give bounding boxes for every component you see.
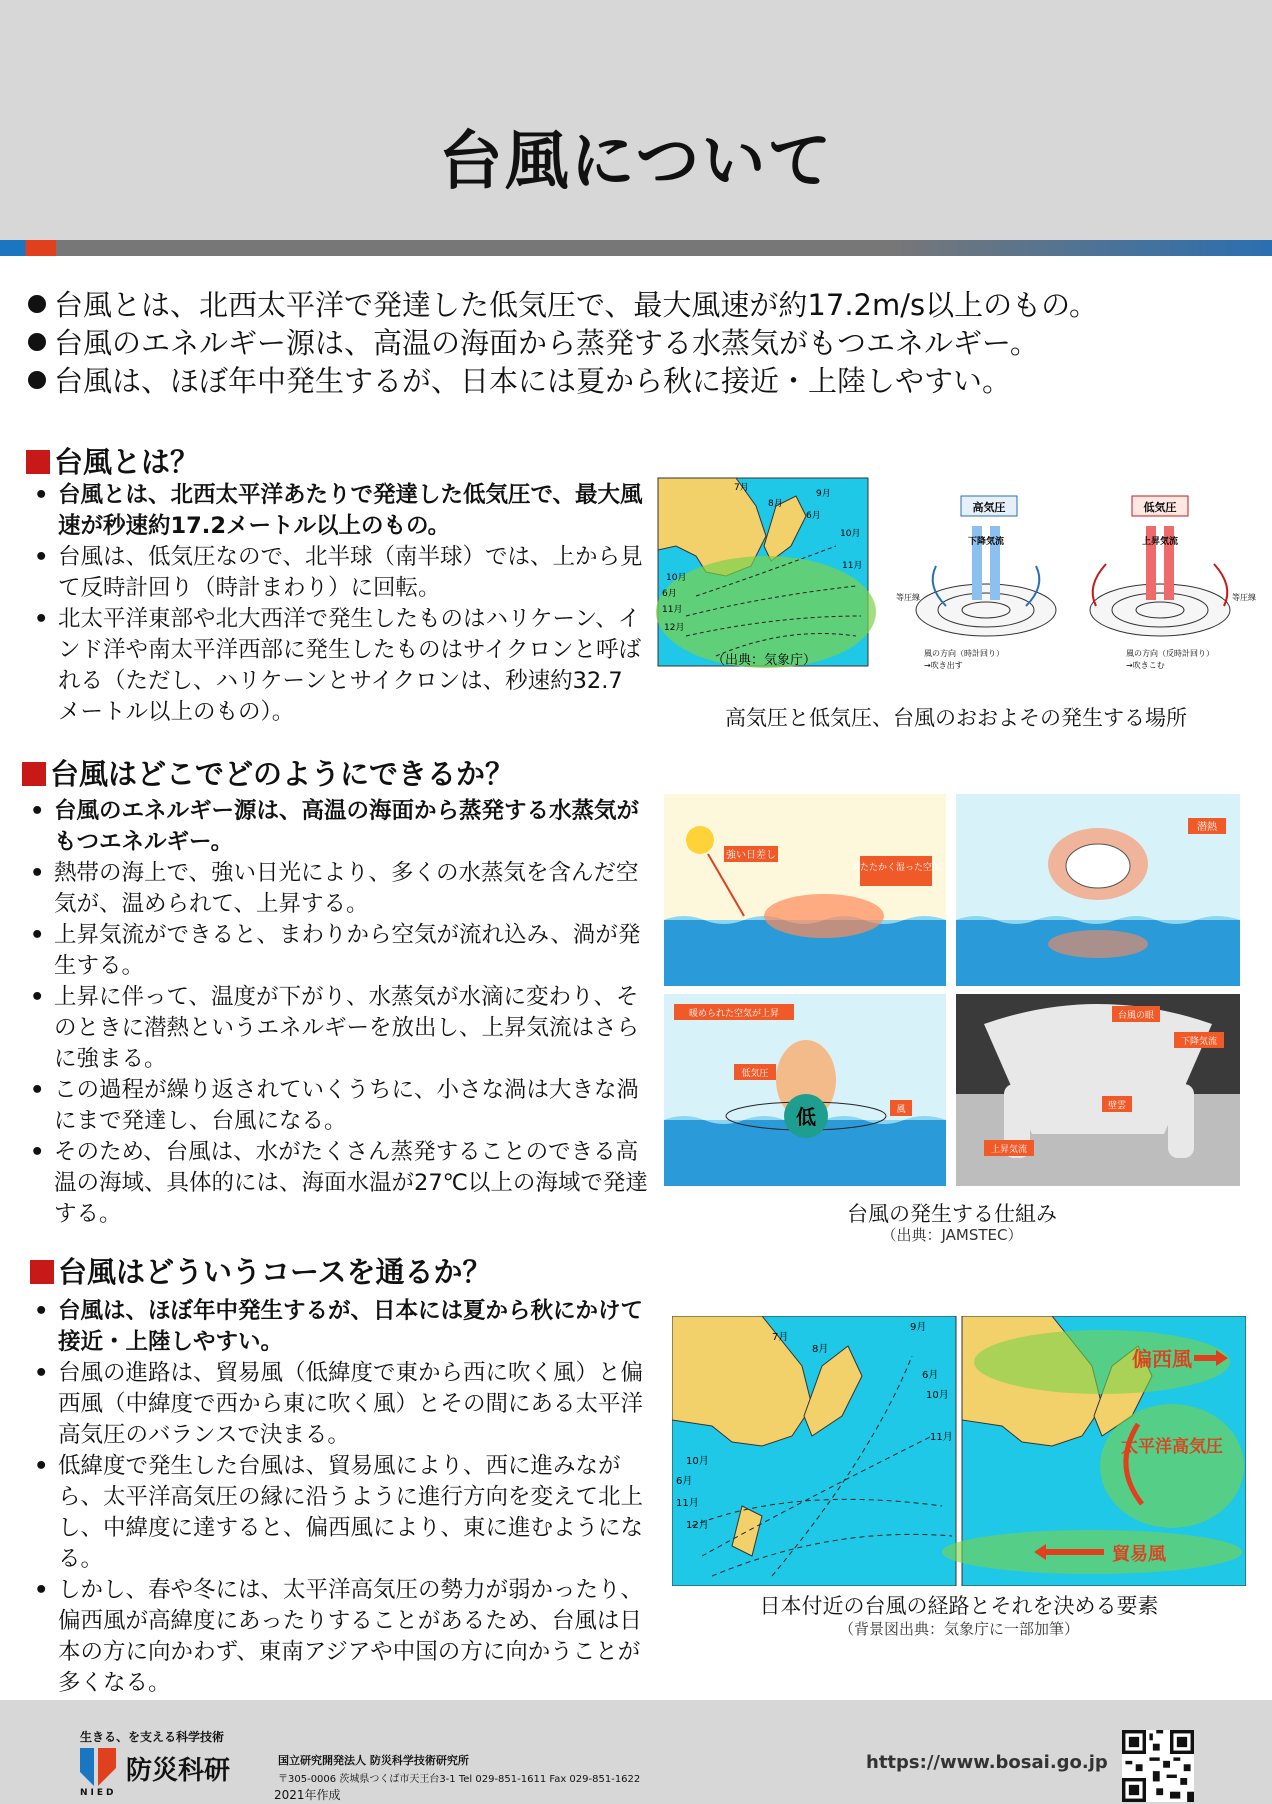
footer-name: 防災科研 bbox=[126, 1756, 231, 1786]
month-label: 10月 bbox=[926, 1390, 949, 1401]
list-item: • 台風のエネルギー源は、高温の海面から蒸発する水蒸気がもつエネルギー。 bbox=[24, 796, 656, 858]
bullet-dot bbox=[28, 295, 46, 313]
up-flow-label: 上昇気流 bbox=[1141, 537, 1179, 547]
summary-item: 台風とは、北西太平洋で発達した低気圧で、最大風速が約17.2m/s以上のもの。 bbox=[28, 286, 1248, 324]
figure-caption: 台風の発生する仕組み bbox=[847, 1202, 1057, 1226]
figure-caption: 高気圧と低気圧、台風のおおよその発生する場所 bbox=[725, 706, 1187, 730]
bullet-dot bbox=[28, 333, 46, 351]
month-label: 9月 bbox=[910, 1322, 927, 1333]
footer-address: 〒305-0006 茨城県つくば市天王台3-1 Tel 029-851-1611 Fax 029-851-1622 bbox=[278, 1774, 641, 1785]
month-label: 6月 bbox=[662, 589, 677, 599]
low-center-label: 低 bbox=[796, 1105, 816, 1129]
section-heading-what: 台風とは？ bbox=[26, 440, 199, 481]
wind-direction-label: 風の方向（反時計回り） bbox=[1126, 649, 1214, 658]
month-label: 10月 bbox=[686, 1456, 709, 1467]
isobar-label: 等圧線 bbox=[896, 593, 920, 602]
section1-bullets bbox=[28, 480, 644, 728]
figure-caption: 日本付近の台風の経路とそれを決める要素 bbox=[759, 1594, 1159, 1618]
list-item: • 熱帯の海上で、強い日光により、多くの水蒸気を含んだ空気が、温められて、上昇する。 bbox=[24, 858, 656, 920]
red-square-icon bbox=[22, 762, 46, 786]
wind-direction-label: →吹きこむ bbox=[1126, 661, 1165, 670]
typhoon-course-figure bbox=[672, 1316, 1246, 1586]
footer-tagline: 生きる、を支える科学技術 bbox=[80, 1730, 225, 1744]
pacific-high-label: 太平洋高気圧 bbox=[1121, 1437, 1223, 1457]
wind-direction-label: 風の方向（時計回り） bbox=[924, 649, 1004, 658]
month-label: 8月 bbox=[812, 1344, 829, 1355]
bullet-dot bbox=[28, 371, 46, 389]
panel-label: 潜熱 bbox=[1197, 822, 1217, 833]
list-item: • 上昇気流ができると、まわりから空気が流れ込み、渦が発生する。 bbox=[24, 920, 656, 982]
month-label: 10月 bbox=[840, 529, 861, 539]
wind-direction-label: →吹き出す bbox=[924, 661, 963, 670]
summary-item: 台風は、ほぼ年中発生するが、日本には夏から秋に接近・上陸しやすい。 bbox=[28, 362, 1248, 400]
panel-label: 下降気流 bbox=[1180, 1037, 1218, 1047]
panel-label: 低気圧 bbox=[741, 1069, 769, 1079]
isobar-label: 等圧線 bbox=[1232, 593, 1256, 602]
section3-bullets bbox=[28, 1296, 656, 1699]
red-square-icon bbox=[30, 1260, 54, 1284]
section-heading-course: 台風はどういうコースを通るか？ bbox=[30, 1250, 492, 1291]
panel-label: 上昇気流 bbox=[990, 1145, 1028, 1155]
footer-org: 国立研究開発法人 防災科学技術研究所 bbox=[278, 1754, 469, 1767]
header-color-bar bbox=[0, 240, 1272, 256]
footer-year: 2021年作成 bbox=[274, 1788, 341, 1802]
month-label: 6月 bbox=[922, 1370, 939, 1381]
list-item: • しかし、春や冬には、太平洋高気圧の勢力が弱かったり、偏西風が高緯度にあったりすることがあるため、台風は日本の方に向かわず、東南アジアや中国の方に向かうことが多くなる。 bbox=[28, 1575, 656, 1699]
page-title: 台風について bbox=[438, 125, 834, 199]
footer-nied: NIED bbox=[80, 1788, 117, 1798]
list-item: • 低緯度で発生した台風は、貿易風により、西に進みながら、太平洋高気圧の縁に沿うように進行方向を変えて北上し、中緯度に達すると、偏西風により、東に進むようになる。 bbox=[28, 1451, 656, 1575]
section2-bullets bbox=[24, 796, 656, 1230]
month-label: 7月 bbox=[734, 483, 749, 493]
list-item: • そのため、台風は、水がたくさん蒸発することのできる高温の海域、具体的には、海面水温が27℃以上の海域で発達する。 bbox=[24, 1137, 656, 1230]
month-label: 11月 bbox=[930, 1432, 953, 1443]
red-square-icon bbox=[26, 450, 50, 474]
list-item: • 台風は、低気圧なので、北半球（南半球）では、上から見て反時計回り（時計まわり）に回転。 bbox=[28, 542, 644, 604]
list-item: • 台風は、ほぼ年中発生するが、日本には夏から秋にかけて接近・上陸しやすい。 bbox=[28, 1296, 656, 1358]
high-pressure-label: 高気圧 bbox=[972, 501, 1006, 514]
list-item: • 台風の進路は、貿易風（低緯度で東から西に吹く風）と偏西風（中緯度で西から東に吹く風）とその間にある太平洋高気圧のバランスで決まる。 bbox=[28, 1358, 656, 1451]
month-label: 10月 bbox=[666, 573, 687, 583]
month-label: 11月 bbox=[842, 561, 863, 571]
list-item: • 上昇に伴って、温度が下がり、水蒸気が水滴に変わり、そのときに潜熱というエネルギーを放出し、上昇気流はさらに強まる。 bbox=[24, 982, 656, 1075]
footer-url[interactable]: https://www.bosai.go.jp bbox=[866, 1752, 1108, 1773]
down-flow-label: 下降気流 bbox=[967, 537, 1005, 547]
list-item: • この過程が繰り返されていくうちに、小さな渦は大きな渦にまで発達し、台風になる。 bbox=[24, 1075, 656, 1137]
list-item: • 北太平洋東部や北大西洋で発生したものはハリケーン、インド洋や南太平洋西部に発生したものはサイクロンと呼ばれる（ただし、ハリケーンとサイクロンは、秒速約32.7メートル以上のもの）。 bbox=[28, 604, 644, 728]
list-item: • 台風とは、北西太平洋あたりで発達した低気圧で、最大風速が秒速約17.2メートル以上のもの。 bbox=[28, 480, 644, 542]
panel-label: 暖められた空気が上昇 bbox=[688, 1009, 780, 1019]
month-label: 6月 bbox=[676, 1476, 693, 1487]
westerly-label: 偏西風 bbox=[1132, 1347, 1192, 1371]
figure-source: （出典：気象庁） bbox=[712, 653, 817, 668]
figure-source: （出典：JAMSTEC） bbox=[881, 1226, 1023, 1244]
month-label: 8月 bbox=[768, 499, 783, 509]
trade-wind-label: 貿易風 bbox=[1112, 1544, 1166, 1565]
month-label: 11月 bbox=[676, 1498, 699, 1509]
month-label: 12月 bbox=[686, 1520, 709, 1531]
low-pressure-label: 低気圧 bbox=[1143, 501, 1177, 514]
summary-list bbox=[28, 286, 1248, 400]
panel-label: 強い日差し bbox=[726, 850, 776, 861]
section-heading-how: 台風はどこでどのようにできるか？ bbox=[22, 752, 514, 793]
qr-code-icon bbox=[1122, 1730, 1194, 1802]
typhoon-mechanism-figure bbox=[664, 794, 1240, 1186]
panel-label: 風 bbox=[896, 1105, 906, 1115]
month-label: 6月 bbox=[806, 511, 821, 521]
panel-label: 台風の眼 bbox=[1117, 1011, 1155, 1021]
panel-label: 壁雲 bbox=[1107, 1101, 1127, 1111]
month-label: 7月 bbox=[772, 1332, 789, 1343]
pressure-diagram-figure bbox=[656, 476, 1256, 676]
summary-item: 台風のエネルギー源は、高温の海面から蒸発する水蒸気がもつエネルギー。 bbox=[28, 324, 1248, 362]
month-label: 11月 bbox=[662, 605, 683, 615]
month-label: 12月 bbox=[664, 623, 685, 633]
month-label: 9月 bbox=[816, 489, 831, 499]
nied-logo-icon bbox=[80, 1748, 116, 1790]
figure-source: （背景図出典：気象庁に一部加筆） bbox=[838, 1620, 1079, 1638]
panel-label: あたたかく湿った空気 bbox=[850, 863, 942, 873]
